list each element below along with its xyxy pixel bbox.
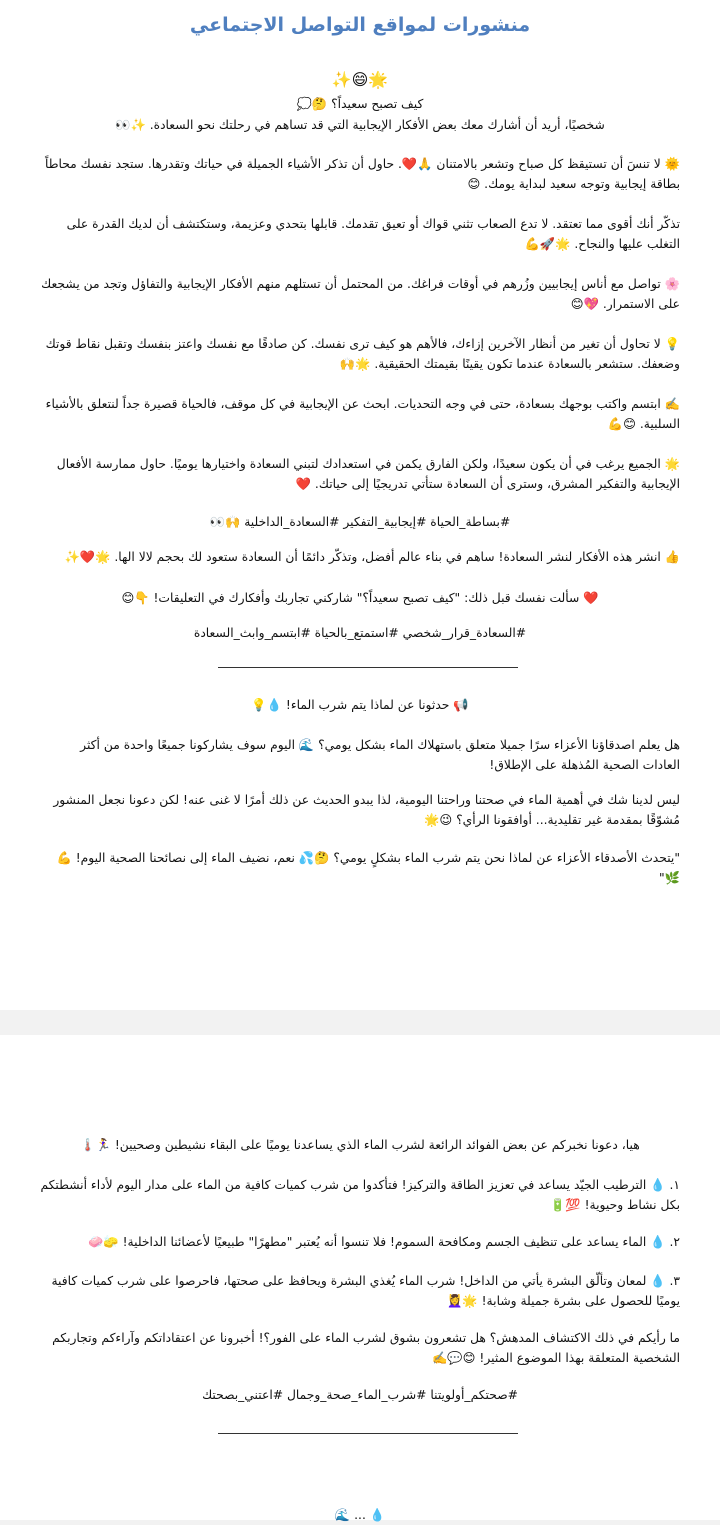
water-title: 📢 حدثونا عن لماذا يتم شرب الماء! 💧💡: [251, 698, 469, 712]
benefit-2: ٢. 💧 الماء يساعد على تنظيف الجسم ومكافحة السموم! فلا تنسوا أنه يُعتبر "مطهرًا" طبيعيًا لأعضائنا الداخلية! 🧽🧼: [88, 1235, 680, 1249]
discussion-question: ما رأيكم في ذلك الاكتشاف المدهش؟ هل تشعرون بشوق لشرب الماء على الفور؟! أخبرونا عن اعتقاداتكم وآراءكم وتجاربكم الشخصية المتعلقة بهذا الموضوع المثير! 😊💬✍️: [52, 1331, 680, 1365]
hashtags-line-3: #صحتكم_أولويتنا #شرب_الماء_صحة_وجمال #اعتني_بصحتك: [202, 1388, 518, 1402]
hashtags-line-2: #السعادة_قرار_شخصي #استمتع_بالحياة #ابتسم_وابث_السعادة: [193, 626, 527, 640]
gratitude-paragraph: 🌞 لا تنسَ أن تستيقظ كل صباح وتشعر بالامتنان 🙏❤️. حاول أن تذكر الأشياء الجميلة في حياتك وتقدرها. ستجد نفسك محاطاً بطاقة إيجابية وتوجه سعيد لبداية يومك. 😊: [44, 157, 680, 191]
ask-paragraph: ❤️ سألت نفسك قبل ذلك: "كيف تصبح سعيداً؟" شاركني تجاربك وأفكارك في التعليقات! 👇😊: [121, 591, 599, 605]
document-page-2: [0, 1035, 720, 1520]
water-importance-paragraph: ليس لدينا شك في أهمية الماء في صحتنا وراحتنا اليومية، لذا يبدو الحديث عن ذلك أمرًا لا غنى عنه! لكن دعونا نجعل المنشور مُشوّقًا بمقدمة غير تقليدية... أوافقونا الرأي؟ 😉🌟: [53, 793, 680, 827]
connect-paragraph: 🌸 تواصل مع أناس إيجابيين وزُرهم في أوقات فراغك. من المحتمل أن تستلهم منهم الأفكار الإيجابية والتفاؤل وتجد من يشجعك على الاستمرار. 💖😊: [41, 277, 680, 311]
next-post-line: 💧 ... 🌊: [334, 1508, 386, 1522]
share-paragraph: 👍 انشر هذه الأفكار لنشر السعادة! ساهم في بناء عالم أفضل، وتذكّر دائمًا أن السعادة ستعود لك بحجم ﻻﻻ الها. 🌟❤️✨: [64, 550, 680, 564]
intro-paragraph: شخصيًا، أريد أن أشارك معك بعض الأفكار الإيجابية التي قد تساهم في رحلتك نحو السعادة. ✨👀: [115, 118, 605, 132]
smile-paragraph: ✍️ ابتسم واكتب بوجهك بسعادة، حتى في وجه التحديات. ابحث عن الإيجابية في كل موقف، فالحياة قصيرة جداً لنتعلق بالأشياء السلبية. 😊💪: [45, 397, 680, 431]
page-title: منشورات لمواقع التواصل الاجتماعي: [189, 14, 531, 36]
water-quote-paragraph: "يتحدث الأصدقاء الأعزاء عن لماذا نحن يتم شرب الماء بشكلٍ يومي؟ 🤔💦 نعم، نضيف الماء إلى نصائحنا الصحية اليوم! 💪🌿": [56, 851, 680, 885]
benefit-1: ١. 💧 الترطيب الجيّد يساعد في تعزيز الطاقة والتركيز! فتأكدوا من شرب كميات كافية من الماء على مدار اليوم لأداء أنشطتكم بكل نشاط وحيوية! 💯🔋: [40, 1178, 680, 1212]
benefit-3: ٣. 💧 لمعان وتألّق البشرة يأتي من الداخل! شرب الماء يُغذي البشرة ويحافظ على صحتها، فاحرصوا على شرب كميات كافية يوميًا للحصول على بشرة جميلة وشابة! 🌟💆‍♀️: [51, 1274, 680, 1308]
separator-line-2: [218, 1433, 518, 1434]
question-line: كيف تصبح سعيداً؟ 🤔💭: [296, 97, 424, 111]
separator-line: [218, 667, 518, 668]
water-secret-paragraph: هل يعلم اصدقاؤنا الأعزاء سرًا جميلا متعلق باستهلاك الماء بشكل يومي؟ 🌊 اليوم سوف يشاركونا جميعًا واحدة من أكثر العادات الصحية المُذهلة على الإطلاق!: [80, 738, 680, 772]
hashtags-line-1: #بساطة_الحياة #إيجابية_التفكير #السعادة_الداخلية 🙌👀: [209, 515, 511, 529]
emoji-line: 🌟😄✨: [331, 70, 389, 89]
strength-paragraph: تذكّر أنك أقوى مما تعتقد. لا تدع الصعاب تثني قواك أو تعيق تقدمك. قابلها بتحدي وعزيمة، وستكتشف أن لديك القدرة على التغلب عليها والنجاح. 🌟🚀💪: [66, 217, 680, 251]
benefits-intro: هيا، دعونا نخبركم عن بعض الفوائد الرائعة لشرب الماء الذي يساعدنا يوميًا على البقاء نشيطين وصحيين! 🏃‍♀️🌡️: [80, 1138, 640, 1152]
choose-happiness-paragraph: 🌟 الجميع يرغب في أن يكون سعيدًا، ولكن الفارق يكمن في استعدادك لتبني السعادة واختيارها يوميًا. حاول ممارسة الأفعال الإيجابية والتفكير المشرق، وسترى أن السعادة ستأتي تدريجيًا إلى حياتك. ❤️: [56, 457, 680, 491]
self-view-paragraph: 💡 لا تحاول أن تغير من أنظار الآخرين إزاءك، فالأهم هو كيف ترى نفسك. كن صادقًا مع نفسك واعتز بنفسك وتقبل نقاط قوتك وضعفك. ستشعر بالسعادة عندما تكون يقينًا بقيمتك الحقيقية. 🌟🙌: [45, 337, 680, 371]
